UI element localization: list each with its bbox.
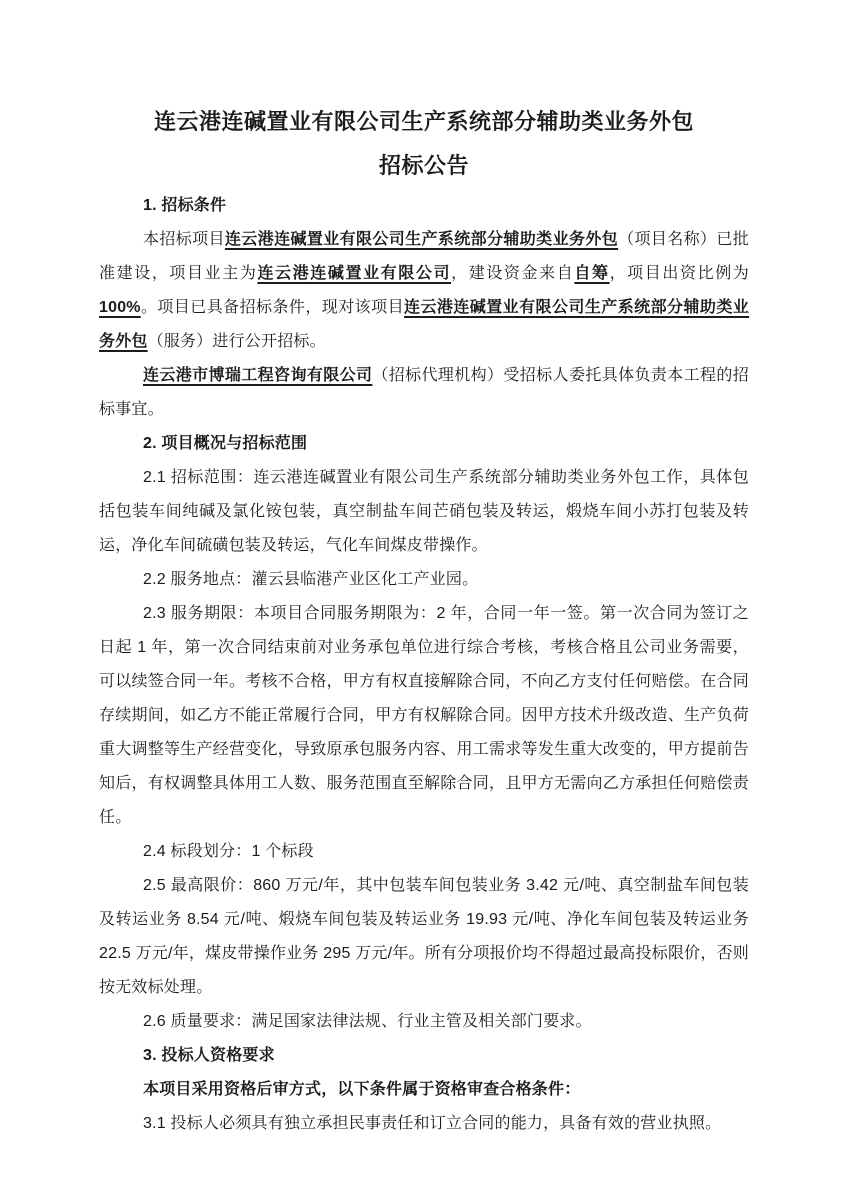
emphasized-text: 自筹 xyxy=(574,265,610,282)
text-run: ，建设资金来自 xyxy=(451,265,575,282)
para-2-5-price-cap: 2.5 最高限价：860 万元/年，其中包装车间包装业务 3.42 元/吨、真空制盐车间包装及转运业务 8.54 元/吨、煅烧车间包装及转运业务 19.93 元/吨、净化车间包装及转运业务 22.5 万元/年，煤皮带操作业务 295 万元/年。所有分项报价均不得超过最高投标限价，否则按无效标处理。 xyxy=(99,877,749,996)
text-run: 。项目已具备招标条件，现对该项目 xyxy=(140,299,405,316)
document-subtitle: 招标公告 xyxy=(378,153,469,178)
section-heading-3: 3. 投标人资格要求 xyxy=(143,1047,275,1064)
text-run: 本招标项目 xyxy=(143,231,225,248)
para-3-1-qualification: 3.1 投标人必须具有独立承担民事责任和订立合同的能力，具备有效的营业执照。 xyxy=(143,1115,722,1132)
para-tender-conditions xyxy=(99,223,749,359)
para-2-3-term: 2.3 服务期限：本项目合同服务期限为：2 年，合同一年一签。第一次合同为签订之日起 1 年，第一次合同结束前对业务承包单位进行综合考核，考核合格且公司业务需要，可以续签合同一年。考核不合格，甲方有权直接解除合同，不向乙方支付任何赔偿。在合同存续期间，如乙方不能正常履行合同，甲方有权解除合同。因甲方技术升级改造、生产负荷重大调整等生产经营变化，导致原承包服务内容、用工需求等发生重大改变的，甲方提前告知后，有权调整具体用工人数、服务范围直至解除合同，且甲方无需向乙方承担任何赔偿责任。 xyxy=(99,605,749,826)
para-tender-agent xyxy=(99,359,749,427)
para-2-6-quality: 2.6 质量要求：满足国家法律法规、行业主管及相关部门要求。 xyxy=(143,1013,592,1030)
emphasized-text: 连云港市博瑞工程咨询有限公司 xyxy=(143,367,373,384)
para-2-2-location: 2.2 服务地点：灌云县临港产业区化工产业园。 xyxy=(143,571,479,588)
emphasized-text: 连云港连碱置业有限公司生产系统部分辅助类业务外包 xyxy=(99,299,750,350)
section-heading-1: 1. 招标条件 xyxy=(143,197,227,214)
para-2-1-scope: 2.1 招标范围：连云港连碱置业有限公司生产系统部分辅助类业务外包工作，具体包括包装车间纯碱及氯化铵包装，真空制盐车间芒硝包装及转运，煅烧车间小苏打包装及转运，净化车间硫磺包装及转运，气化车间煤皮带操作。 xyxy=(99,469,749,554)
section-heading-2: 2. 项目概况与招标范围 xyxy=(143,435,308,452)
emphasized-text: 连云港连碱置业有限公司 xyxy=(257,265,452,282)
text-run: （项目名称）已批准建设，项目业主为 xyxy=(99,231,749,282)
emphasized-text: 100% xyxy=(99,299,141,316)
document-title: 连云港连碱置业有限公司生产系统部分辅助类业务外包 xyxy=(153,109,694,134)
document-body xyxy=(99,189,749,1141)
text-run: （服务）进行公开招标。 xyxy=(147,333,326,350)
emphasized-text: 连云港连碱置业有限公司生产系统部分辅助类业务外包 xyxy=(224,231,619,248)
text-run: （招标代理机构）受招标人委托具体负责本工程的招标事宜。 xyxy=(99,367,749,418)
para-2-4-sections: 2.4 标段划分：1 个标段 xyxy=(143,843,314,860)
para-qualification-method: 本项目采用资格后审方式，以下条件属于资格审查合格条件： xyxy=(143,1081,581,1098)
text-run: ，项目出资比例为 xyxy=(609,265,749,282)
